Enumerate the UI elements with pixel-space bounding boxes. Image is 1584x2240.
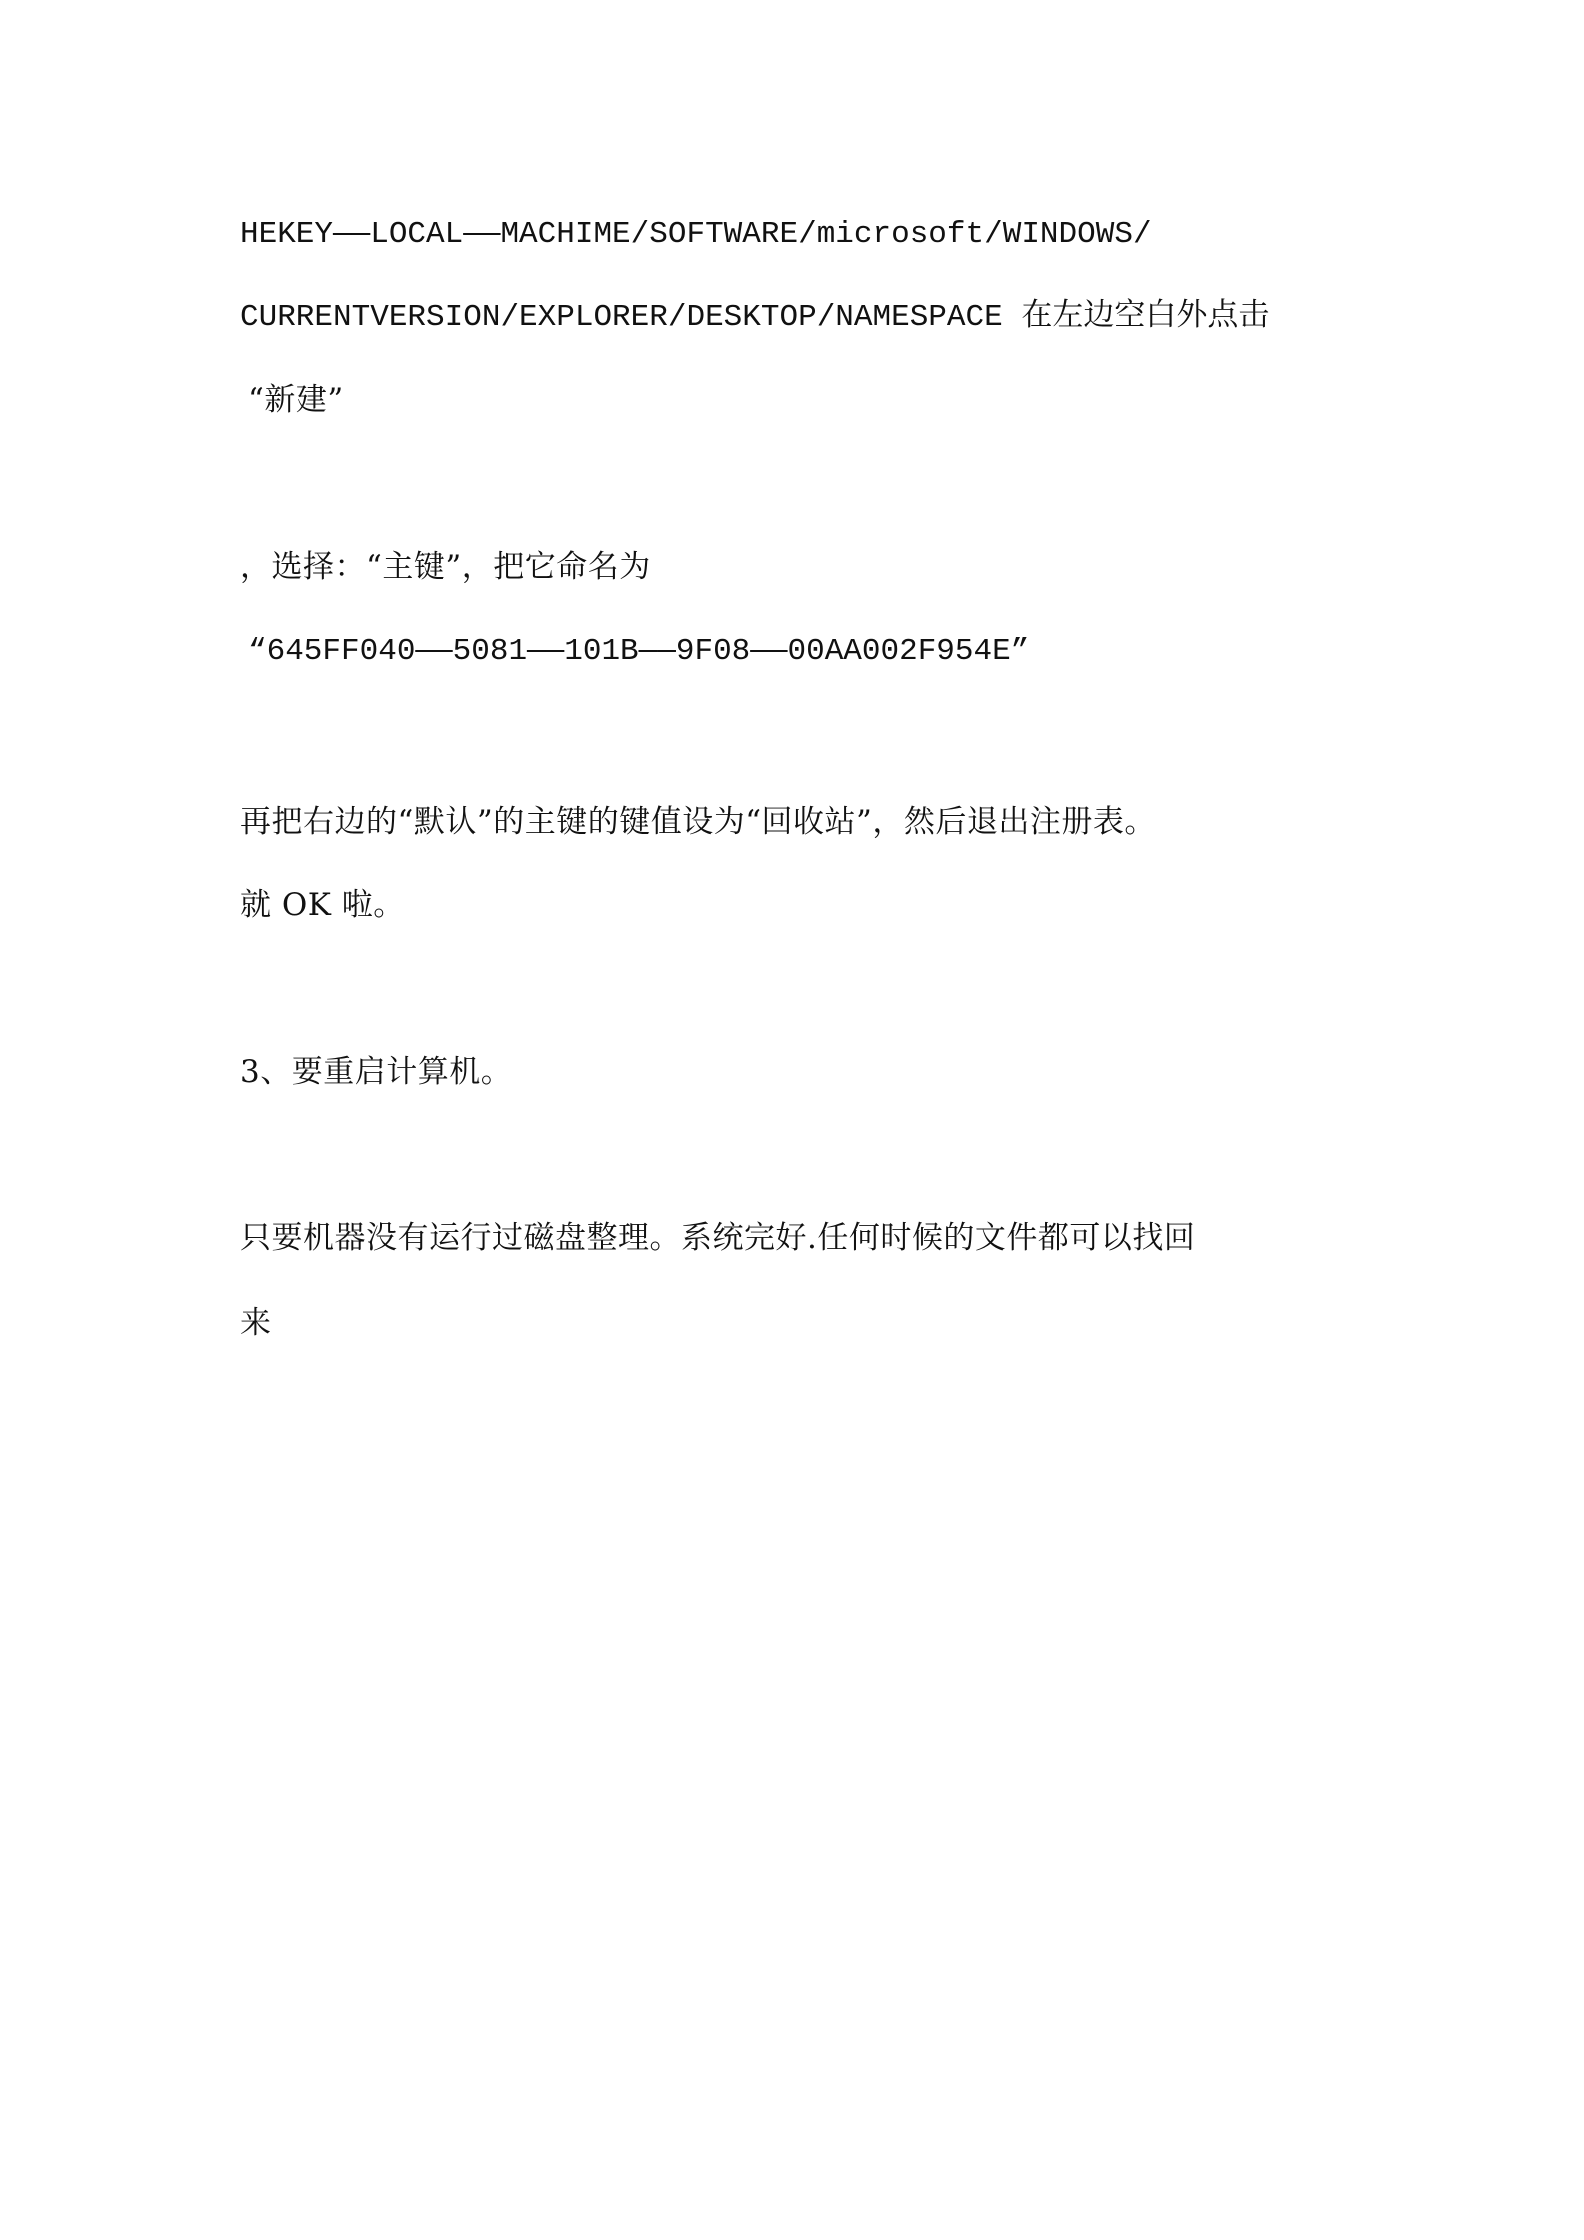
registry-path-line-1: HEKEY——LOCAL——MACHIME/SOFTWARE/microsoft/WINDOWS/ (240, 217, 1152, 252)
registry-path-line-2: CURRENTVERSION/EXPLORER/DESKTOP/NAMESPACE 在左边空白外点击 (240, 300, 1270, 335)
conclusion-line-2: 来 (240, 1305, 272, 1341)
key-name-line: “645FF040——5081——101B——9F08——00AA002F954E” (248, 634, 1030, 669)
conclusion-line-1: 只要机器没有运行过磁盘整理。系统完好.任何时候的文件都可以找回 (240, 1220, 1196, 1256)
set-default-value-line: 再把右边的“默认”的主键的键值设为“回收站”，然后退出注册表。 (240, 804, 1156, 840)
select-primary-key-line: ，选择：“主键”，把它命名为 (240, 549, 651, 585)
new-quote-line: “新建” (248, 382, 344, 418)
step-3-line: 3、要重启计算机。 (240, 1054, 513, 1090)
ok-line: 就 OK 啦。 (240, 887, 405, 923)
